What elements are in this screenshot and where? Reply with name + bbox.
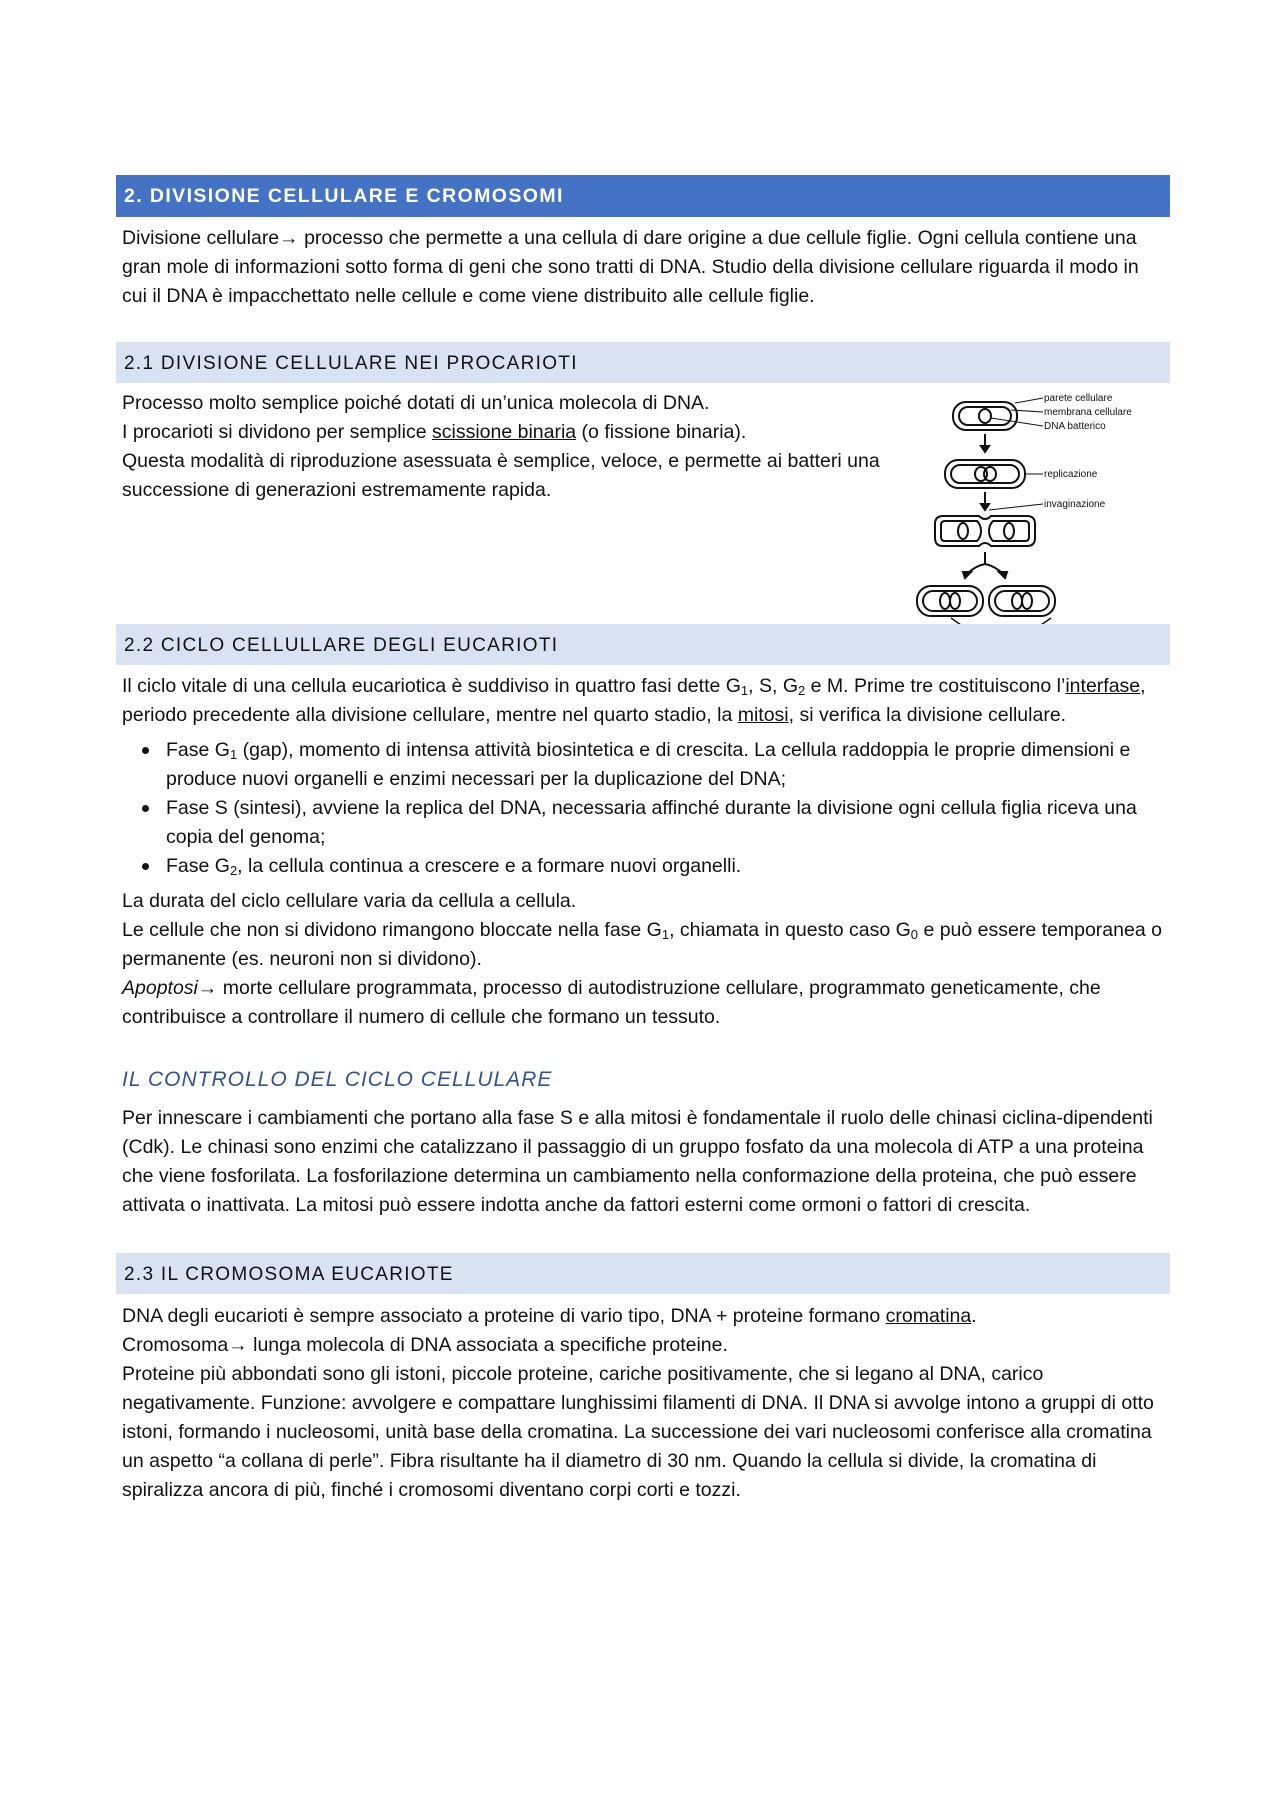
binary-fission-illustration — [911, 388, 1151, 648]
procarioti-paragraph — [122, 389, 882, 505]
section-heading-2-1: 2.1 DIVISIONE CELLULARE NEI PROCARIOTI — [116, 342, 1170, 383]
procarioti-line-3: Questa modalità di riproduzione asessuata è semplice, veloce, e permette ai batteri una successione di generazioni estremamente rapida. — [122, 450, 880, 501]
durata-paragraph: La durata del ciclo cellulare varia da cellula a cellula. — [122, 890, 577, 912]
arrow-icon: → — [279, 227, 299, 249]
controllo-paragraph: Per innescare i cambiamenti che portano alla fase S e alla mitosi è fondamentale il ruolo delle chinasi ciclina-dipendenti (Cdk). Le chinasi sono enzimi che catalizzano il passaggio di un gruppo fosfato da una molecola di ATP a una proteina che viene fosforilata. La fosforilazione determina un cambiamento nella conformazione della proteina, che può essere attivata o inattivata. La mitosi può essere indotta anche da fattori esterni come ormoni o fattori di crescita. — [122, 1107, 1153, 1216]
section-heading-2-2: 2.2 CICLO CELLULLARE DEGLI EUCARIOTI — [116, 624, 1170, 665]
phase-list — [122, 736, 1170, 881]
list-item-g1: Fase $G_1$ (gap), momento di intensa attività biosintetica e di crescita. La cellula raddoppia le proprie dimensioni e produce nuovi organelli e enzimi necessari per la duplicazione del DNA; — [122, 736, 1170, 794]
cromatina-paragraph: DNA degli eucarioti è sempre associato a proteine di vario tipo, DNA + proteine formano cromatina. — [122, 1305, 977, 1327]
apoptosi-paragraph: Apoptosi→ morte cellulare programmata, processo di autodistruzione cellulare, programmato geneticamente, che contribuisce a controllare il numero di cellule che formano un tessuto. — [122, 977, 1101, 1028]
list-item-s: Fase S (sintesi), avviene la replica del DNA, necessaria affinché durante la divisione ogni cellula figlia riceva una copia del genoma; — [122, 794, 1170, 852]
cromosoma-body — [122, 1302, 1170, 1505]
ciclo-cellulare-body — [122, 672, 1170, 1032]
label-parete: parete cellulare — [1044, 393, 1113, 404]
term-scissione-binaria: scissione binaria — [431, 421, 577, 443]
list-item-g2: Fase $G_2$, la cellula continua a crescere e a formare nuovi organelli. — [122, 852, 1170, 881]
section-heading-2: 2. DIVISIONE CELLULARE E CROMOSOMI — [116, 175, 1170, 217]
binary-fission-diagram — [911, 388, 1151, 648]
term-cromosoma: Cromosoma — [122, 1334, 229, 1356]
label-membrana: membrana cellulare — [1044, 407, 1132, 418]
procarioti-line-1: Processo molto semplice poiché dotati di un’unica molecola di DNA. — [122, 392, 710, 414]
arrow-icon: → — [197, 977, 218, 999]
arrow-icon: → — [228, 1334, 248, 1356]
istoni-paragraph: Proteine più abbondati sono gli istoni, piccole proteine, cariche positivamente, che si legano al DNA, carico negativamente. Funzione: avvolgere e compattare lunghissimi filamenti di DNA. Il DNA si avvolge intono a gruppi di otto istoni, formando i nucleosomi, unità base della cromatina. La successione dei vari nucleosomi conferisce alla cromatina un aspetto “a collana di perle”. Fibra risultante ha il diametro di 30 nm. Quando la cellula si divide, la cromatina di spiralizza ancora di più, finché i cromosomi diventano corpi corti e tozzi. — [122, 1363, 1154, 1501]
cromosoma-paragraph: Cromosoma→ lunga molecola di DNA associata a specifiche proteine. — [122, 1334, 728, 1356]
intro-paragraph — [122, 224, 1162, 311]
procarioti-line-2: I procarioti si dividono per semplice scissione binaria (o fissione binaria). — [122, 421, 747, 443]
subheading-controllo: IL CONTROLLO DEL CICLO CELLULARE — [122, 1068, 553, 1091]
term-mitosi: mitosi — [737, 704, 789, 726]
label-invaginazione: invaginazione — [1044, 499, 1106, 510]
ciclo-intro-paragraph: Il ciclo vitale di una cellula eucariotica è suddiviso in quattro fasi dette $G_1$, S, $G_2$ e M. Prime tre costituiscono l’interfase, periodo precedente alla divisione cellulare, mentre nel quarto stadio, la mitosi, si verifica la divisione cellulare. — [122, 675, 1146, 726]
term-interfase: interfase — [1065, 675, 1141, 697]
label-replicazione: replicazione — [1044, 469, 1098, 480]
intro-term: Divisione cellulare — [122, 227, 280, 249]
g0-paragraph: Le cellule che non si dividono rimangono bloccate nella fase $G_1$, chiamata in questo caso $G_0$ e può essere temporanea o permanente (es. neuroni non si dividono). — [122, 919, 1162, 970]
section-heading-2-3: 2.3 IL CROMOSOMA EUCARIOTE — [116, 1253, 1170, 1294]
intro-text: processo che permette a una cellula di dare origine a due cellule figlie. Ogni cellula contiene una gran mole di informazioni sotto forma di geni che sono tratti di DNA. Studio della divisione cellulare riguarda il modo in cui il DNA è impacchettato nelle cellule e come viene distribuito alle cellule figlie. — [122, 227, 1139, 307]
term-cromatina: cromatina — [885, 1305, 972, 1327]
label-dna: DNA batterico — [1044, 421, 1106, 432]
term-apoptosi: Apoptosi — [122, 977, 198, 999]
